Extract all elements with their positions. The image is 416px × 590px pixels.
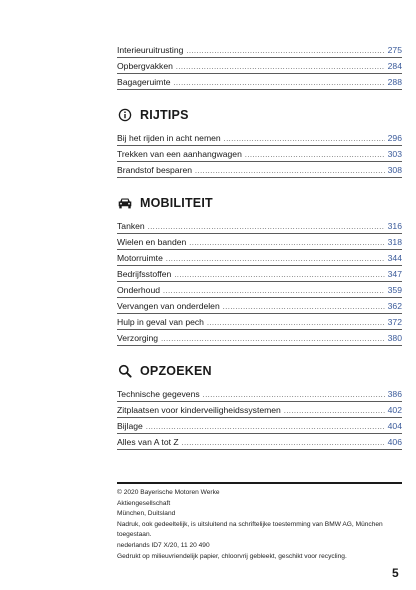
toc-leader-dots: [224, 132, 385, 148]
toc-leader-dots: [207, 316, 385, 332]
footer-line: © 2020 Bayerische Motoren Werke: [117, 489, 220, 496]
toc-entry[interactable]: [117, 146, 402, 162]
toc-entry-page-link[interactable]: 404: [387, 421, 402, 431]
footer-line: nederlands ID7 X/20, 11 20 490: [117, 541, 210, 549]
toc-entry[interactable]: [117, 282, 402, 298]
toc-entry-label: Interieuruitrusting: [117, 45, 184, 55]
imprint-footer: [117, 482, 402, 562]
toc-entry-page-link[interactable]: 402: [387, 405, 402, 415]
section-heading: [117, 360, 402, 382]
toc-leader-dots: [223, 300, 385, 316]
toc-entry-page-link[interactable]: 359: [387, 285, 402, 295]
toc-entry-label: Vervangen van onderdelen: [117, 301, 220, 311]
toc-leader-dots: [161, 332, 385, 348]
toc-entry-label: Hulp in geval van pech: [117, 317, 204, 327]
toc-entry[interactable]: [117, 250, 402, 266]
toc-entry[interactable]: [117, 434, 402, 450]
toc-entry-label: Alles van A tot Z: [117, 437, 179, 447]
toc-entry[interactable]: [117, 418, 402, 434]
toc-section-opzoeken: [117, 360, 402, 450]
table-of-contents: [117, 42, 402, 450]
toc-entry[interactable]: [117, 218, 402, 234]
toc-entry-label: Bij het rijden in acht nemen: [117, 133, 221, 143]
toc-entry-label: Opbergvakken: [117, 61, 173, 71]
toc-entry-page-link[interactable]: 380: [387, 333, 402, 343]
toc-entry-page-link[interactable]: 386: [387, 389, 402, 399]
toc-entry-label: Onderhoud: [117, 285, 161, 295]
toc-entry[interactable]: [117, 162, 402, 178]
section-title: RIJTIPS: [140, 108, 189, 122]
toc-entry-page-link[interactable]: 288: [387, 77, 402, 87]
toc-entry[interactable]: [117, 402, 402, 418]
footer-line: Gedrukt op milieuvriendelijk papier, chloorvrij gebleekt, geschikt voor recycling.: [117, 552, 347, 560]
toc-entry-page-link[interactable]: 316: [387, 221, 402, 231]
section-heading: [117, 192, 402, 214]
toc-leader-dots: [174, 76, 385, 92]
toc-intro-group: [117, 42, 402, 90]
toc-entry-label: Brandstof besparen: [117, 165, 193, 175]
footer-lines: [117, 488, 402, 562]
toc-entry[interactable]: [117, 266, 402, 282]
toc-entry[interactable]: [117, 130, 402, 146]
toc-entry-label: Bijlage: [117, 421, 143, 431]
toc-entry[interactable]: [117, 74, 402, 90]
toc-entry-label: Bagageruimte: [117, 77, 171, 87]
toc-leader-dots: [284, 404, 385, 420]
toc-leader-dots: [245, 148, 385, 164]
toc-entry-page-link[interactable]: 303: [387, 149, 402, 159]
toc-leader-dots: [174, 268, 384, 284]
toc-entry-page-link[interactable]: 406: [387, 437, 402, 447]
toc-leader-dots: [195, 164, 385, 180]
toc-entry[interactable]: [117, 386, 402, 402]
section-title: OPZOEKEN: [140, 364, 212, 378]
toc-entry-page-link[interactable]: 362: [387, 301, 402, 311]
section-heading: [117, 104, 402, 126]
toc-section-mobiliteit: [117, 192, 402, 346]
car-front-icon: [117, 195, 133, 211]
toc-leader-dots: [182, 436, 385, 452]
footer-line: Aktiengesellschaft: [117, 499, 171, 507]
toc-section-rijtips: [117, 104, 402, 178]
toc-leader-dots: [186, 44, 384, 60]
toc-entry[interactable]: [117, 234, 402, 250]
toc-entry-page-link[interactable]: 275: [387, 45, 402, 55]
toc-sections: [117, 104, 402, 450]
toc-entry-label: Wielen en banden: [117, 237, 187, 247]
toc-entry[interactable]: [117, 58, 402, 74]
toc-entry[interactable]: [117, 298, 402, 314]
toc-entry-label: Technische gegevens: [117, 389, 200, 399]
toc-leader-dots: [176, 60, 385, 76]
toc-entry-label: Tanken: [117, 221, 145, 231]
toc-entry-page-link[interactable]: 284: [387, 61, 402, 71]
toc-entry[interactable]: [117, 330, 402, 346]
toc-entry-label: Zitplaatsen voor kinderveiligheidssystemen: [117, 405, 281, 415]
toc-entry-label: Motorruimte: [117, 253, 163, 263]
footer-line: toegestaan.: [117, 531, 152, 539]
page-number: 5: [392, 566, 399, 580]
info-circle-icon: [117, 107, 133, 123]
toc-entry-page-link[interactable]: 372: [387, 317, 402, 327]
toc-entry[interactable]: [117, 314, 402, 330]
toc-entry-label: Trekken van een aanhangwagen: [117, 149, 242, 159]
toc-entry[interactable]: [117, 42, 402, 58]
footer-line: München, Duitsland: [117, 510, 176, 518]
section-title: MOBILITEIT: [140, 196, 213, 210]
toc-entry-page-link[interactable]: 296: [387, 133, 402, 143]
footer-rule: [117, 482, 402, 484]
toc-entry-page-link[interactable]: 344: [387, 253, 402, 263]
toc-leader-dots: [189, 236, 384, 252]
toc-entry-page-link[interactable]: 347: [387, 269, 402, 279]
toc-entry-page-link[interactable]: 318: [387, 237, 402, 247]
toc-entry-label: Bedrijfsstoffen: [117, 269, 172, 279]
footer-line: Nadruk, ook gedeeltelijk, is uitsluitend na schriftelijke toestemming van BMW AG, München: [117, 520, 383, 528]
toc-entry-page-link[interactable]: 308: [387, 165, 402, 175]
toc-leader-dots: [166, 252, 385, 268]
toc-entry-label: Verzorging: [117, 333, 159, 343]
toc-leader-dots: [146, 420, 385, 436]
search-icon: [117, 363, 133, 379]
